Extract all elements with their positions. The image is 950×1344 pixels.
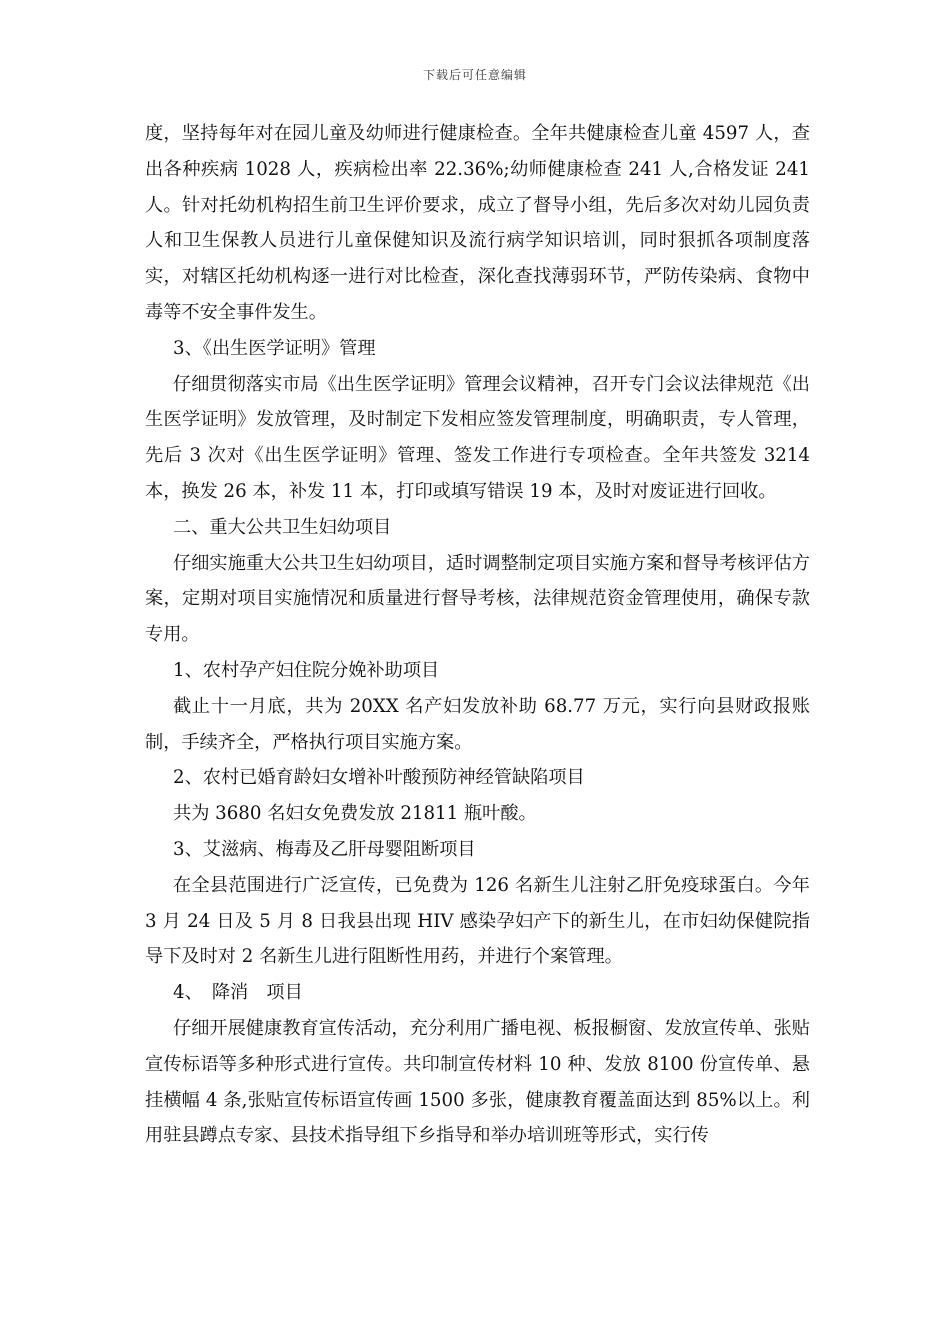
paragraph-birth-certificate: 仔细贯彻落实市局《出生医学证明》管理会议精神，召开专门会议法律规范《出生医学证明》发放管理，及时制定下发相应签发管理制度，明确职责，专人管理，先后 3 次对《出生医学证明》管理、签发工作进行专项检查。全年共签发 3214 本，换发 26 本，补发 11 本，打印或填写错误 19 本，及时对废证进行回收。 xyxy=(145,373,810,502)
section-heading-reduction-project: 4、 降消 项目 xyxy=(173,982,303,1004)
section-heading-delivery-subsidy: 1、农村孕产妇住院分娩补助项目 xyxy=(173,659,440,681)
section-heading-mother-child-blocking: 3、艾滋病、梅毒及乙肝母婴阻断项目 xyxy=(173,838,476,860)
section-heading-birth-certificate: 3、《出生医学证明》管理 xyxy=(173,337,376,359)
paragraph-delivery-subsidy: 截止十一月底，共为 20XX 名产妇发放补助 68.77 万元，实行向县财政报账制，手续齐全，严格执行项目实施方案。 xyxy=(145,695,810,753)
paragraph-major-projects: 仔细实施重大公共卫生妇幼项目，适时调整制定项目实施方案和督导考核评估方案，定期对项目实施情况和质量进行督导考核，法律规范资金管理使用，确保专款专用。 xyxy=(145,552,810,646)
section-heading-folic-acid: 2、农村已婚育龄妇女增补叶酸预防神经管缺陷项目 xyxy=(173,767,585,789)
paragraph-health-education: 仔细开展健康教育宣传活动，充分利用广播电视、板报橱窗、发放宣传单、张贴宣传标语等多种形式进行宣传。共印制宣传材料 10 种、发放 8100 份宣传单、悬挂横幅 4 条,张贴宣传标语宣传画 1500 多张，健康教育覆盖面达到 85%以上。利用驻县蹲点专家、县技术指导组下乡指导和举办培训班等形式，实行传 xyxy=(145,1017,810,1147)
page-header: 下载后可任意编辑 xyxy=(422,68,527,82)
paragraph-folic-acid: 共为 3680 名妇女免费发放 21811 瓶叶酸。 xyxy=(173,803,537,825)
document-body xyxy=(145,116,810,1154)
paragraph-mother-child-blocking: 在全县范围进行广泛宣传，已免费为 126 名新生儿注射乙肝免疫球蛋白。今年 3 月 24 日及 5 月 8 日我县出现 HIV 感染孕妇产下的新生儿，在市妇幼保健院指导下及时对 2 名新生儿进行阻断性用药，并进行个案管理。 xyxy=(145,874,810,968)
paragraph-health-check: 度，坚持每年对在园儿童及幼师进行健康检查。全年共健康检查儿童 4597 人，查出各种疾病 1028 人，疾病检出率 22.36%;幼师健康检查 241 人,合格发证 241 人。针对托幼机构招生前卫生评价要求，成立了督导小组，先后多次对幼儿园负责人和卫生保教人员进行儿童保健知识及流行病学知识培训，同时狠抓各项制度落实，对辖区托幼机构逐一进行对比检查，深化查找薄弱环节，严防传染病、食物中毒等不安全事件发生。 xyxy=(145,123,810,323)
section-heading-major-projects: 二、重大公共卫生妇幼项目 xyxy=(173,516,392,538)
